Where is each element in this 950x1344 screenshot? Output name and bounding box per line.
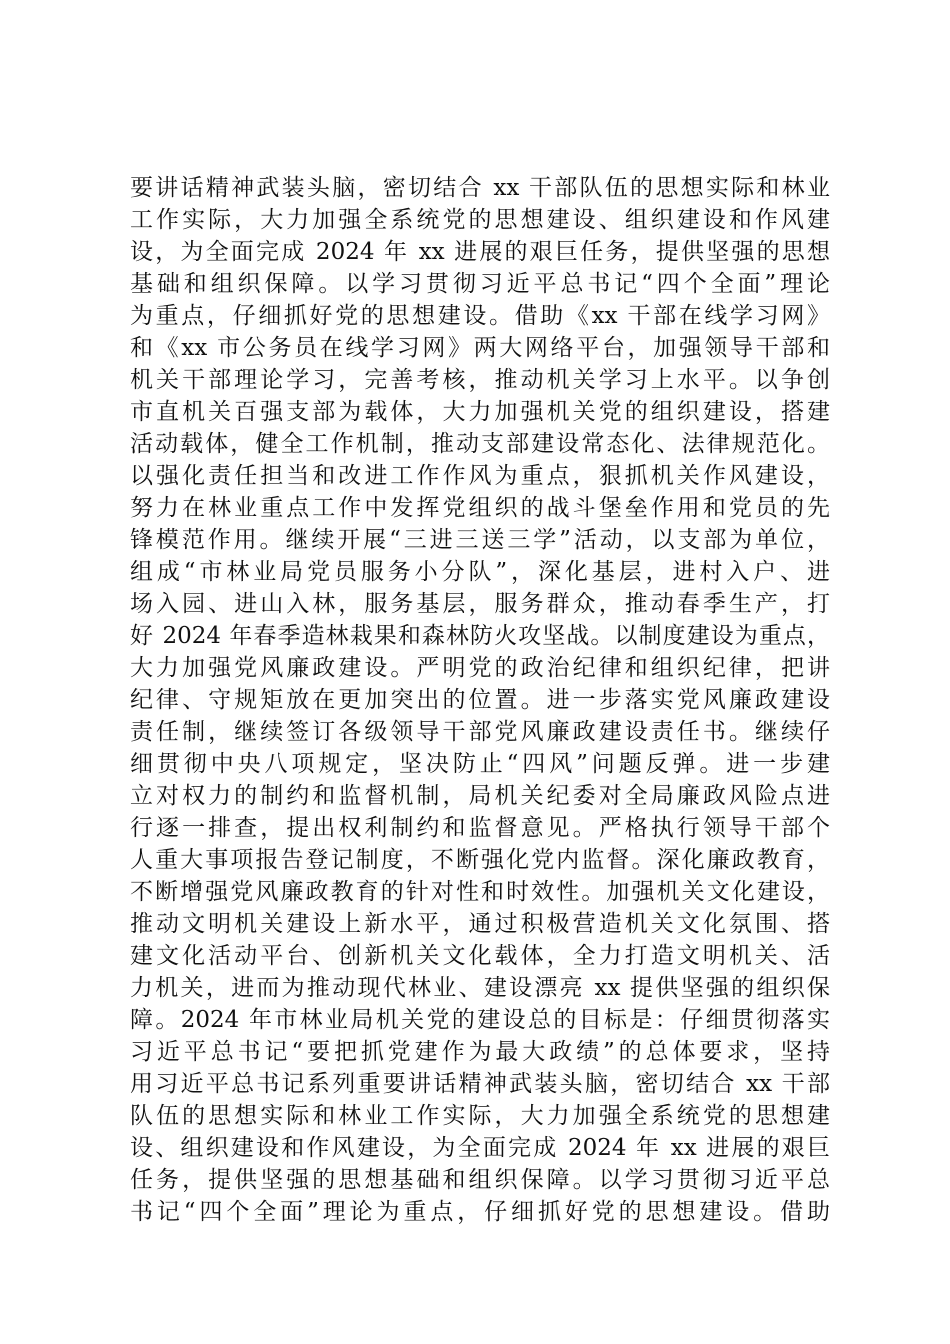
text-line: 纪律、守规矩放在更加突出的位置。进一步落实党风廉政建设 (130, 687, 830, 713)
text-line: 用习近平总书记系列重要讲话精神武装头脑，密切结合 xx 干部 (130, 1071, 830, 1097)
text-line: 场入园、进山入林，服务基层，服务群众，推动春季生产，打 (130, 591, 830, 617)
text-line: 队伍的思想实际和林业工作实际，大力加强全系统党的思想建 (130, 1103, 830, 1129)
text-line: 工作实际，大力加强全系统党的思想建设、组织建设和作风建 (130, 207, 830, 233)
text-line: 人重大事项报告登记制度，不断强化党内监督。深化廉政教育， (130, 847, 830, 873)
text-line: 基础和组织保障。以学习贯彻习近平总书记“四个全面”理论 (130, 271, 830, 297)
text-line: 要讲话精神武装头脑，密切结合 xx 干部队伍的思想实际和林业 (130, 175, 830, 201)
text-line: 推动文明机关建设上新水平，通过积极营造机关文化氛围、搭 (130, 911, 830, 937)
text-line: 设、组织建设和作风建设，为全面完成 2024 年 xx 进展的艰巨 (130, 1135, 830, 1161)
text-line: 习近平总书记“要把抓党建作为最大政绩”的总体要求，坚持 (130, 1039, 830, 1065)
text-line: 大力加强党风廉政建设。严明党的政治纪律和组织纪律，把讲 (130, 655, 830, 681)
text-line: 组成“市林业局党员服务小分队”，深化基层，进村入户、进 (130, 559, 830, 585)
text-line: 机关干部理论学习，完善考核，推动机关学习上水平。以争创 (130, 367, 830, 393)
text-line: 任务，提供坚强的思想基础和组织保障。以学习贯彻习近平总 (130, 1167, 830, 1193)
text-line: 行逐一排查，提出权利制约和监督意见。严格执行领导干部个 (130, 815, 830, 841)
text-line: 力机关，进而为推动现代林业、建设漂亮 xx 提供坚强的组织保 (130, 975, 830, 1001)
text-line: 和《xx 市公务员在线学习网》两大网络平台，加强领导干部和 (130, 335, 830, 361)
text-line: 不断增强党风廉政教育的针对性和时效性。加强机关文化建设， (130, 879, 830, 905)
text-line: 好 2024 年春季造林栽果和森林防火攻坚战。以制度建设为重点， (130, 623, 830, 649)
text-line: 书记“四个全面”理论为重点，仔细抓好党的思想建设。借助 (130, 1199, 830, 1225)
body-text (130, 172, 830, 1228)
text-line: 锋模范作用。继续开展“三进三送三学”活动，以支部为单位， (130, 527, 830, 553)
text-line: 为重点，仔细抓好党的思想建设。借助《xx 干部在线学习网》 (130, 303, 830, 329)
text-line: 建文化活动平台、创新机关文化载体，全力打造文明机关、活 (130, 943, 830, 969)
text-line: 障。2024 年市林业局机关党的建设总的目标是：仔细贯彻落实 (130, 1007, 830, 1033)
text-line: 设，为全面完成 2024 年 xx 进展的艰巨任务，提供坚强的思想 (130, 239, 830, 265)
text-line: 活动载体，健全工作机制，推动支部建设常态化、法律规范化。 (130, 431, 830, 457)
text-line: 立对权力的制约和监督机制，局机关纪委对全局廉政风险点进 (130, 783, 830, 809)
text-line: 责任制，继续签订各级领导干部党风廉政建设责任书。继续仔 (130, 719, 830, 745)
text-line: 市直机关百强支部为载体，大力加强机关党的组织建设，搭建 (130, 399, 830, 425)
text-line: 以强化责任担当和改进工作作风为重点，狠抓机关作风建设， (130, 463, 830, 489)
text-line: 细贯彻中央八项规定，坚决防止“四风”问题反弹。进一步建 (130, 751, 830, 777)
text-line: 努力在林业重点工作中发挥党组织的战斗堡垒作用和党员的先 (130, 495, 830, 521)
